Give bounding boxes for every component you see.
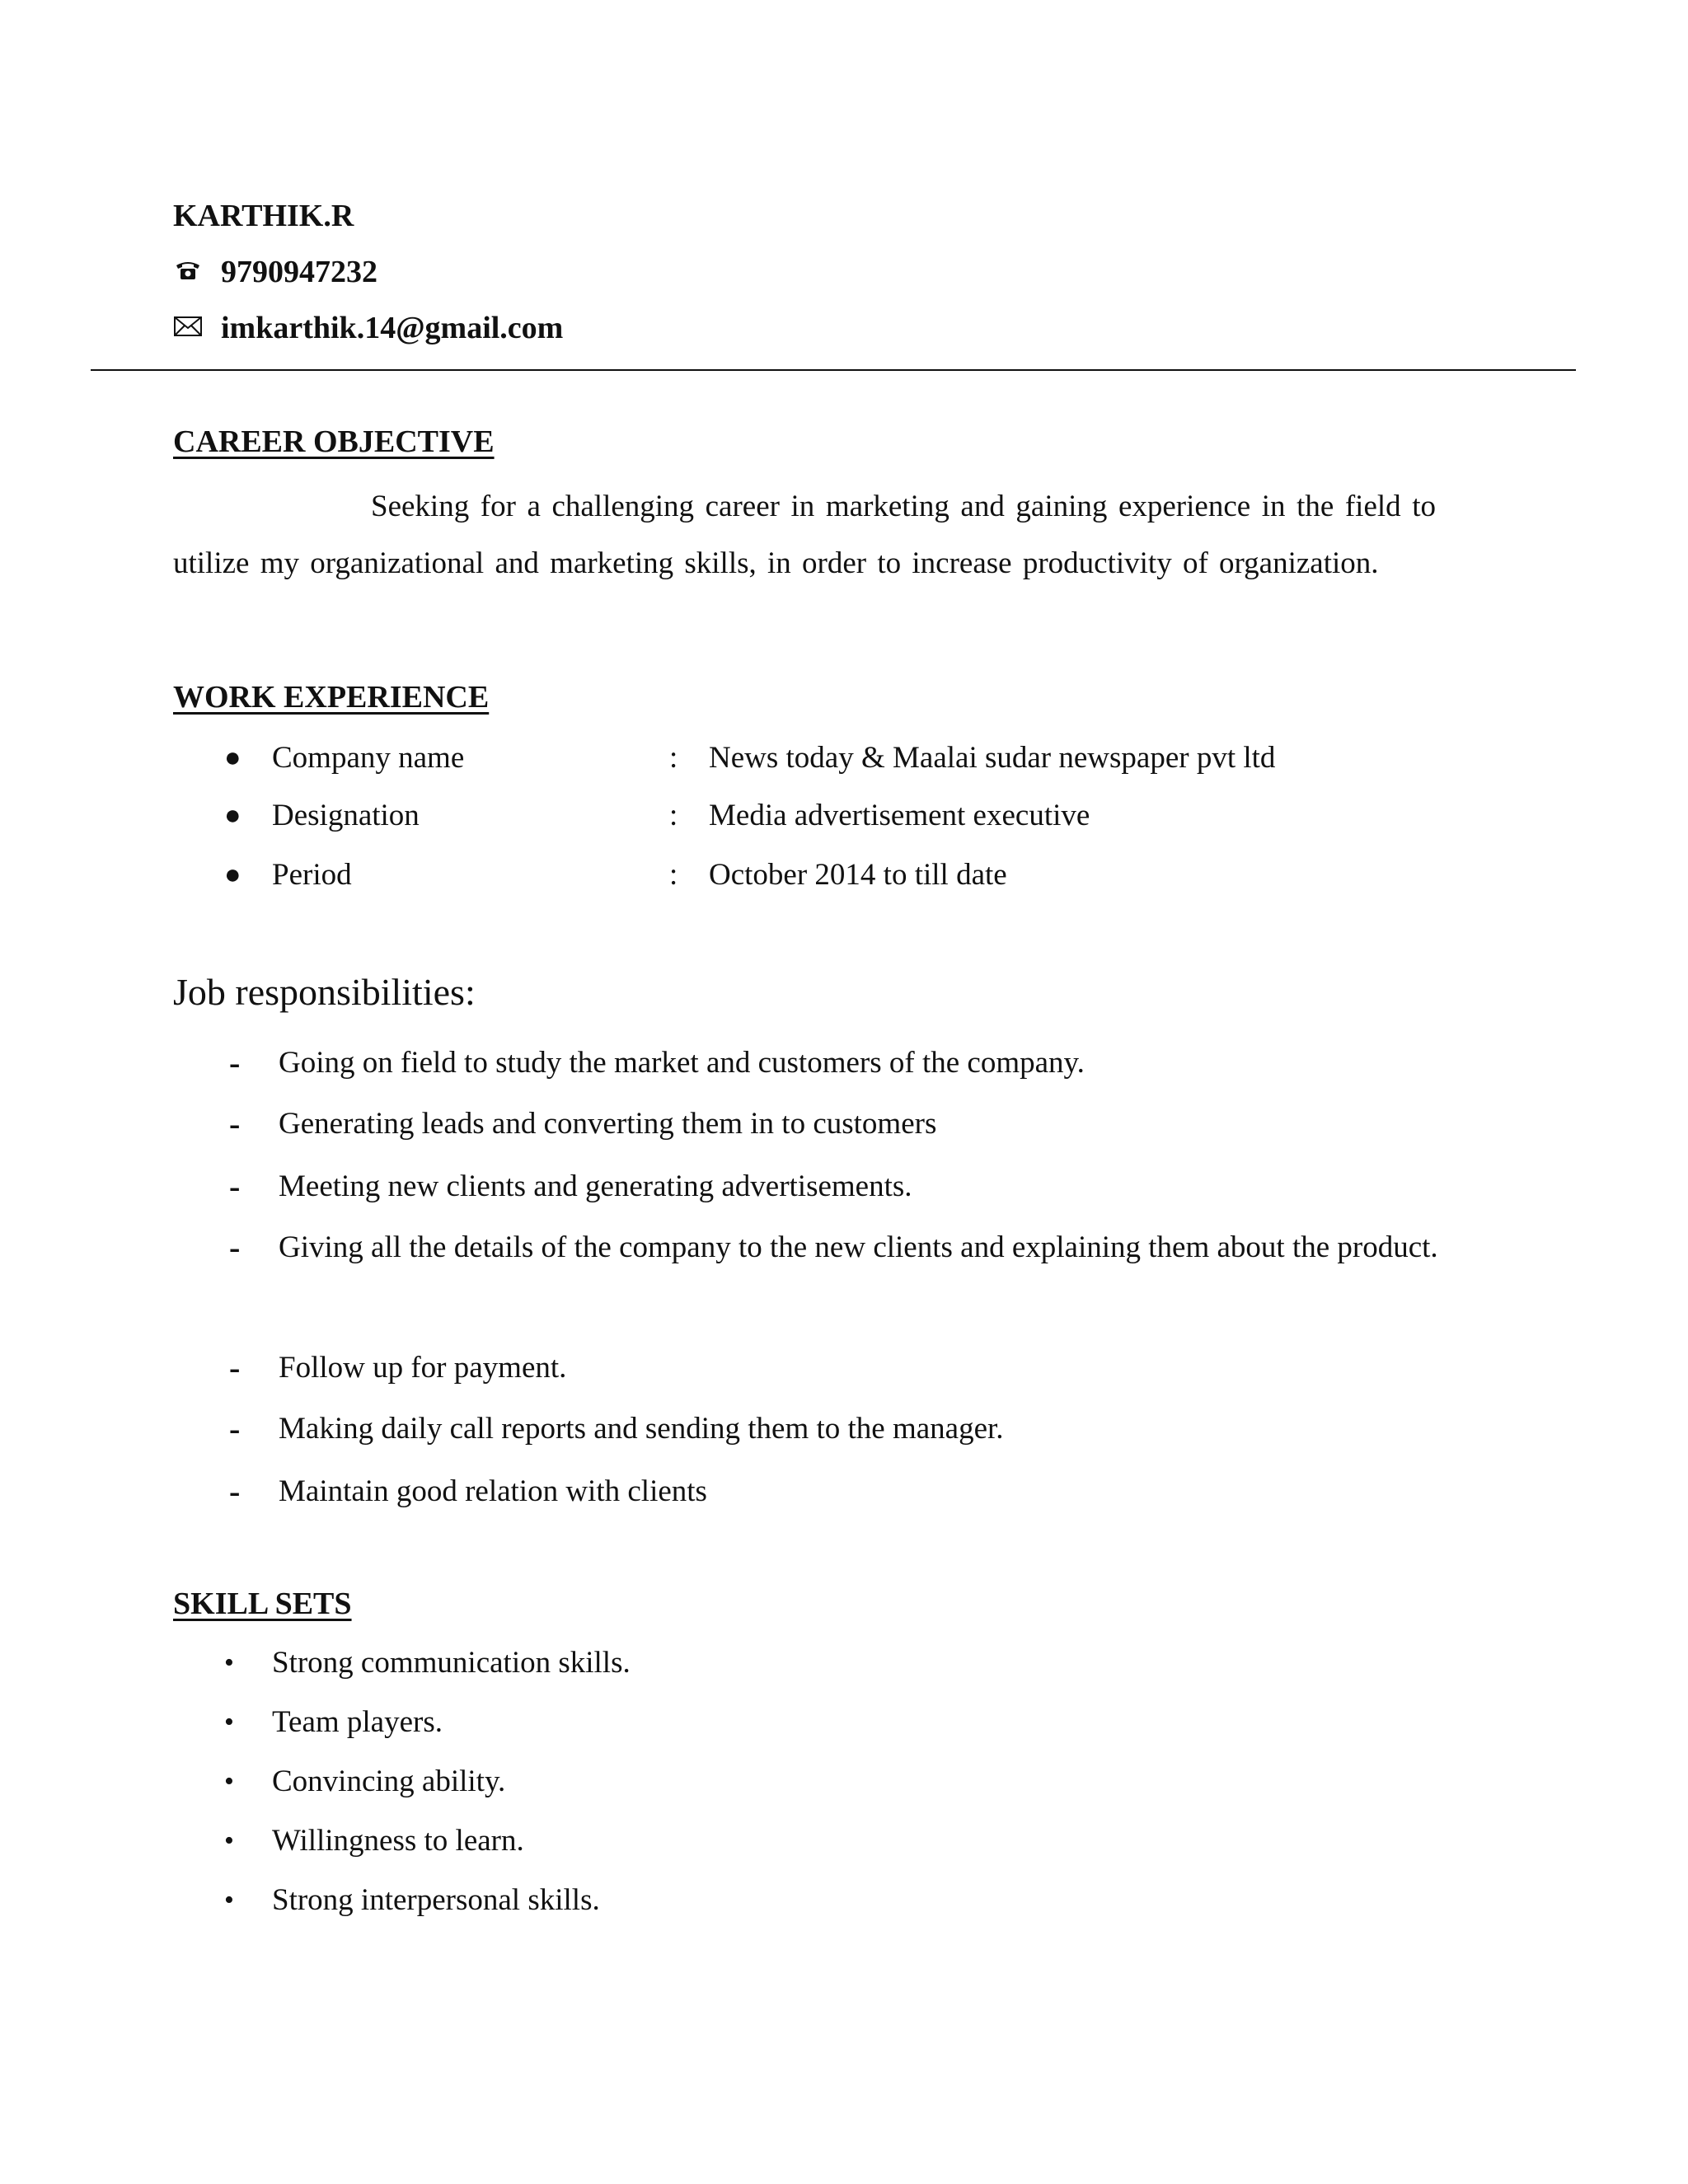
candidate-name: KARTHIK.R bbox=[173, 199, 354, 233]
envelope-icon bbox=[173, 308, 206, 348]
email-address[interactable]: imkarthik.14@gmail.com bbox=[221, 311, 564, 345]
bullet-icon: • bbox=[224, 1825, 234, 1856]
bullet-icon: ● bbox=[224, 743, 241, 773]
skill-item: Willingness to learn. bbox=[272, 1824, 524, 1858]
bullet-icon: • bbox=[224, 1707, 234, 1737]
responsibility-item: Follow up for payment. bbox=[279, 1351, 567, 1385]
responsibility-item: Maintain good relation with clients bbox=[279, 1474, 707, 1508]
list-item bbox=[224, 738, 241, 778]
skill-item: Convincing ability. bbox=[272, 1765, 506, 1798]
work-row-value: Media advertisement executive bbox=[709, 799, 1090, 832]
work-row-separator: : bbox=[669, 741, 678, 775]
bullet-icon: • bbox=[224, 1647, 234, 1678]
dash-bullet-icon: - bbox=[229, 1105, 241, 1142]
dash-bullet-icon: - bbox=[229, 1168, 241, 1205]
bullet-icon: ● bbox=[224, 800, 241, 831]
job-responsibilities-heading: Job responsibilities: bbox=[173, 971, 476, 1013]
work-row-value: October 2014 to till date bbox=[709, 858, 1007, 892]
work-experience-heading: WORK EXPERIENCE bbox=[173, 680, 490, 715]
skill-sets-heading: SKILL SETS bbox=[173, 1586, 352, 1621]
work-row-label: Designation bbox=[272, 799, 420, 832]
skill-item: Strong interpersonal skills. bbox=[272, 1883, 600, 1917]
header-divider bbox=[91, 369, 1576, 371]
work-row-value: News today & Maalai sudar newspaper pvt ltd bbox=[709, 741, 1276, 775]
responsibility-item: Meeting new clients and generating advertisements. bbox=[279, 1169, 912, 1203]
career-objective-text: Seeking for a challenging career in marketing and gaining experience in the field to utilize my organizational and marketing skills, in order to increase productivity of organization. bbox=[173, 490, 1436, 580]
work-row-label: Company name bbox=[272, 741, 465, 775]
phone-line bbox=[173, 252, 377, 292]
email-line bbox=[173, 308, 563, 348]
dash-bullet-icon: - bbox=[229, 1410, 241, 1447]
list-item bbox=[224, 796, 241, 836]
dash-bullet-icon: - bbox=[229, 1229, 241, 1266]
bullet-icon: ● bbox=[224, 860, 241, 890]
responsibility-item: Giving all the details of the company to the new clients and explaining them about the product. bbox=[279, 1230, 1438, 1264]
phone-number: 9790947232 bbox=[221, 255, 377, 289]
dash-bullet-icon: - bbox=[229, 1473, 241, 1510]
list-item bbox=[224, 855, 241, 895]
bullet-icon: • bbox=[224, 1766, 234, 1797]
work-row-label: Period bbox=[272, 858, 352, 892]
telephone-icon bbox=[173, 252, 206, 292]
responsibility-item: Making daily call reports and sending them to the manager. bbox=[279, 1412, 1004, 1446]
work-row-separator: : bbox=[669, 799, 678, 832]
responsibility-item: Generating leads and converting them in to customers bbox=[279, 1107, 937, 1141]
work-row-separator: : bbox=[669, 858, 678, 892]
career-objective-heading: CAREER OBJECTIVE bbox=[173, 424, 495, 459]
responsibility-item: Going on field to study the market and customers of the company. bbox=[279, 1046, 1085, 1080]
dash-bullet-icon: - bbox=[229, 1349, 241, 1386]
bullet-icon: • bbox=[224, 1885, 234, 1915]
skill-item: Strong communication skills. bbox=[272, 1646, 631, 1680]
dash-bullet-icon: - bbox=[229, 1044, 241, 1081]
skill-item: Team players. bbox=[272, 1705, 443, 1739]
